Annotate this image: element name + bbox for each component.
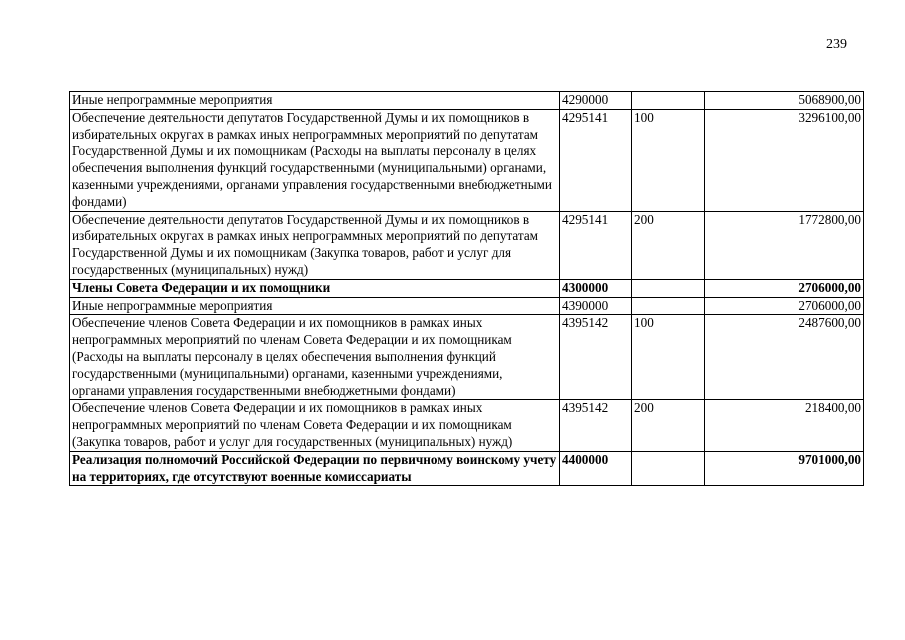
row-type-cell	[632, 451, 705, 486]
row-code-cell: 4395142	[560, 400, 632, 451]
row-type-cell: 100	[632, 109, 705, 211]
row-type-cell	[632, 92, 705, 110]
row-code-cell: 4390000	[560, 297, 632, 315]
row-sum-cell: 2706000,00	[705, 279, 864, 297]
row-name-cell: Обеспечение деятельности депутатов Государственной Думы и их помощников в избирательных округах в рамках иных непрограммных мероприятий по депутатам Государственной Думы и их помощникам (Расходы на выплаты персоналу в целях обеспечения выполнения функций государственными (муниципальными) органами, казенными учреждениями, органами управления государственными внебюджетными фондами)	[70, 109, 560, 211]
table-row	[70, 211, 864, 279]
row-code-cell: 4290000	[560, 92, 632, 110]
row-sum-cell: 9701000,00	[705, 451, 864, 486]
row-sum-cell: 3296100,00	[705, 109, 864, 211]
table-row	[70, 109, 864, 211]
row-type-cell	[632, 279, 705, 297]
row-type-cell: 200	[632, 400, 705, 451]
page-number: 239	[826, 37, 847, 52]
row-type-cell: 100	[632, 315, 705, 400]
row-name-cell: Иные непрограммные мероприятия	[70, 297, 560, 315]
row-sum-cell: 5068900,00	[705, 92, 864, 110]
row-code-cell: 4300000	[560, 279, 632, 297]
row-code-cell: 4400000	[560, 451, 632, 486]
row-code-cell: 4295141	[560, 211, 632, 279]
row-sum-cell: 218400,00	[705, 400, 864, 451]
table-row	[70, 297, 864, 315]
row-type-cell	[632, 297, 705, 315]
row-name-cell: Реализация полномочий Российской Федерации по первичному воинскому учету на территориях, где отсутствуют военные комиссариаты	[70, 451, 560, 486]
row-name-cell: Обеспечение членов Совета Федерации и их помощников в рамках иных непрограммных мероприятий по членам Совета Федерации и их помощникам (Закупка товаров, работ и услуг для государственных (муниципальных) нужд)	[70, 400, 560, 451]
row-type-cell: 200	[632, 211, 705, 279]
row-sum-cell: 2706000,00	[705, 297, 864, 315]
row-sum-cell: 2487600,00	[705, 315, 864, 400]
row-name-cell: Члены Совета Федерации и их помощники	[70, 279, 560, 297]
table-row	[70, 451, 864, 486]
table-row	[70, 400, 864, 451]
table-row	[70, 315, 864, 400]
row-name-cell: Обеспечение членов Совета Федерации и их помощников в рамках иных непрограммных мероприятий по членам Совета Федерации и их помощникам (Расходы на выплаты персоналу в целях обеспечения выполнения функций государственными (муниципальными) органами, казенными учреждениями, органами управления государственными внебюджетными фондами)	[70, 315, 560, 400]
row-code-cell: 4295141	[560, 109, 632, 211]
row-code-cell: 4395142	[560, 315, 632, 400]
budget-table	[69, 91, 864, 486]
table-row	[70, 279, 864, 297]
row-sum-cell: 1772800,00	[705, 211, 864, 279]
table-row	[70, 92, 864, 110]
row-name-cell: Иные непрограммные мероприятия	[70, 92, 560, 110]
row-name-cell: Обеспечение деятельности депутатов Государственной Думы и их помощников в избирательных округах в рамках иных непрограммных мероприятий по депутатам Государственной Думы и их помощникам (Закупка товаров, работ и услуг для государственных (муниципальных) нужд)	[70, 211, 560, 279]
